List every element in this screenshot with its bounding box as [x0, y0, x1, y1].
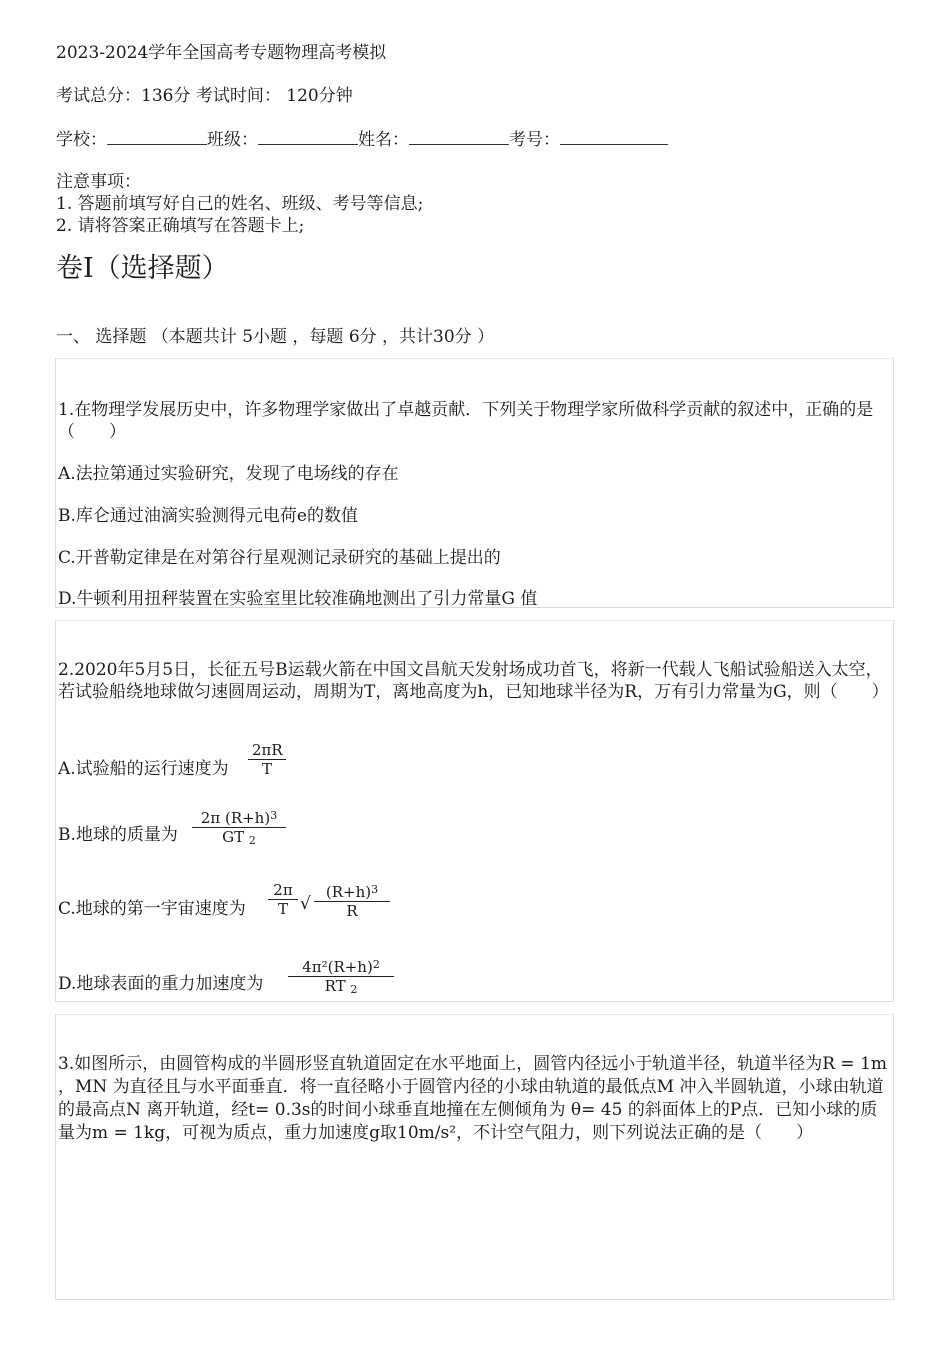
coefficient-fraction	[268, 881, 298, 918]
denominator: RT	[324, 977, 346, 995]
exam-number-label: 考号：	[509, 130, 560, 150]
denominator: T	[277, 900, 288, 918]
numerator: 2πR	[252, 741, 283, 759]
section-title: 一、 选择题 （本题共计 5小题 ，每题 6分 ，共计30分 ）	[56, 327, 495, 347]
option-label: D.地球表面的重力加速度为	[58, 974, 264, 994]
school-label: 学校：	[56, 130, 107, 150]
exam-score-time: 考试总分：136分 考试时间： 120分钟	[56, 86, 353, 106]
notes-title: 注意事项：	[56, 172, 141, 192]
fraction	[192, 807, 286, 850]
option-label: B.地球的质量为	[58, 825, 178, 845]
numerator: (R+h)	[325, 883, 372, 901]
subscript: 2	[248, 834, 256, 847]
name-blank[interactable]	[409, 128, 509, 145]
numerator: 4π²(R+h)	[302, 958, 373, 976]
note-item: 1. 答题前填写好自己的姓名、班级、考号等信息;	[56, 194, 424, 214]
fraction	[288, 956, 394, 999]
option-label: A.试验船的运行速度为	[58, 759, 229, 779]
denominator: T	[261, 760, 272, 778]
note-item: 2. 请将答案正确填写在答题卡上;	[56, 216, 305, 236]
question-1	[55, 358, 894, 608]
fraction	[248, 741, 286, 778]
subscript: 2	[350, 983, 358, 996]
student-info-fields	[56, 128, 668, 151]
exponent: 3	[371, 883, 379, 896]
question-stem: 1.在物理学发展历史中，许多物理学家做出了卓越贡献．下列关于物理学家所做科学贡献的叙述中，正确的是（ ）	[58, 400, 874, 442]
option-a[interactable]: A.法拉第通过实验研究，发现了电场线的存在	[58, 464, 399, 484]
school-blank[interactable]	[107, 128, 207, 145]
exponent: 2	[372, 958, 380, 971]
class-blank[interactable]	[258, 128, 358, 145]
question-stem: 2.2020年5月5日，长征五号B运载火箭在中国文昌航天发射场成功首飞，将新一代载人飞船试验船送入太空，若试验船绕地球做匀速圆周运动，周期为T，离地高度为h，已知地球半径为R，万有引力常量为G，则（ ）	[58, 660, 889, 702]
denominator: GT	[222, 828, 245, 846]
volume-title: 卷Ⅰ（选择题）	[56, 253, 229, 284]
exam-title: 2023-2024学年全国高考专题物理高考模拟	[56, 43, 387, 63]
sqrt-sign: √	[300, 894, 311, 914]
option-c[interactable]: C.开普勒定律是在对第谷行星观测记录研究的基础上提出的	[58, 548, 501, 568]
class-label: 班级：	[207, 130, 258, 150]
exponent: 3	[270, 809, 278, 822]
numerator: 2π (R+h)	[200, 809, 271, 827]
radicand-fraction	[314, 881, 390, 920]
question-3	[55, 1014, 894, 1300]
option-label: C.地球的第一宇宙速度为	[58, 899, 246, 919]
question-2	[55, 620, 894, 1002]
option-b[interactable]: B.库仑通过油滴实验测得元电荷e的数值	[58, 506, 358, 526]
exam-number-blank[interactable]	[560, 128, 668, 145]
question-stem: 3.如图所示，由圆管构成的半圆形竖直轨道固定在水平地面上，圆管内径远小于轨道半径，轨道半径为R = 1m ，MN 为直径且与水平面垂直．将一直径略小于圆管内径的小球由轨道的最低点M 冲入半圆轨道，小球由轨道的最高点N 离开轨道，经t= 0.3s的时间小球垂直地撞在左侧倾角为 θ= 45 的斜面体上的P点．已知小球的质量为m = 1kg，可视为质点，重力加速度g取10m/s²，不计空气阻力，则下列说法正确的是（ ）	[58, 1054, 888, 1143]
denominator: R	[346, 902, 358, 920]
option-d[interactable]: D.牛顿利用扭秤装置在实验室里比较准确地测出了引力常量G 值	[58, 589, 538, 609]
numerator: 2π	[273, 881, 293, 899]
name-label: 姓名：	[358, 130, 409, 150]
